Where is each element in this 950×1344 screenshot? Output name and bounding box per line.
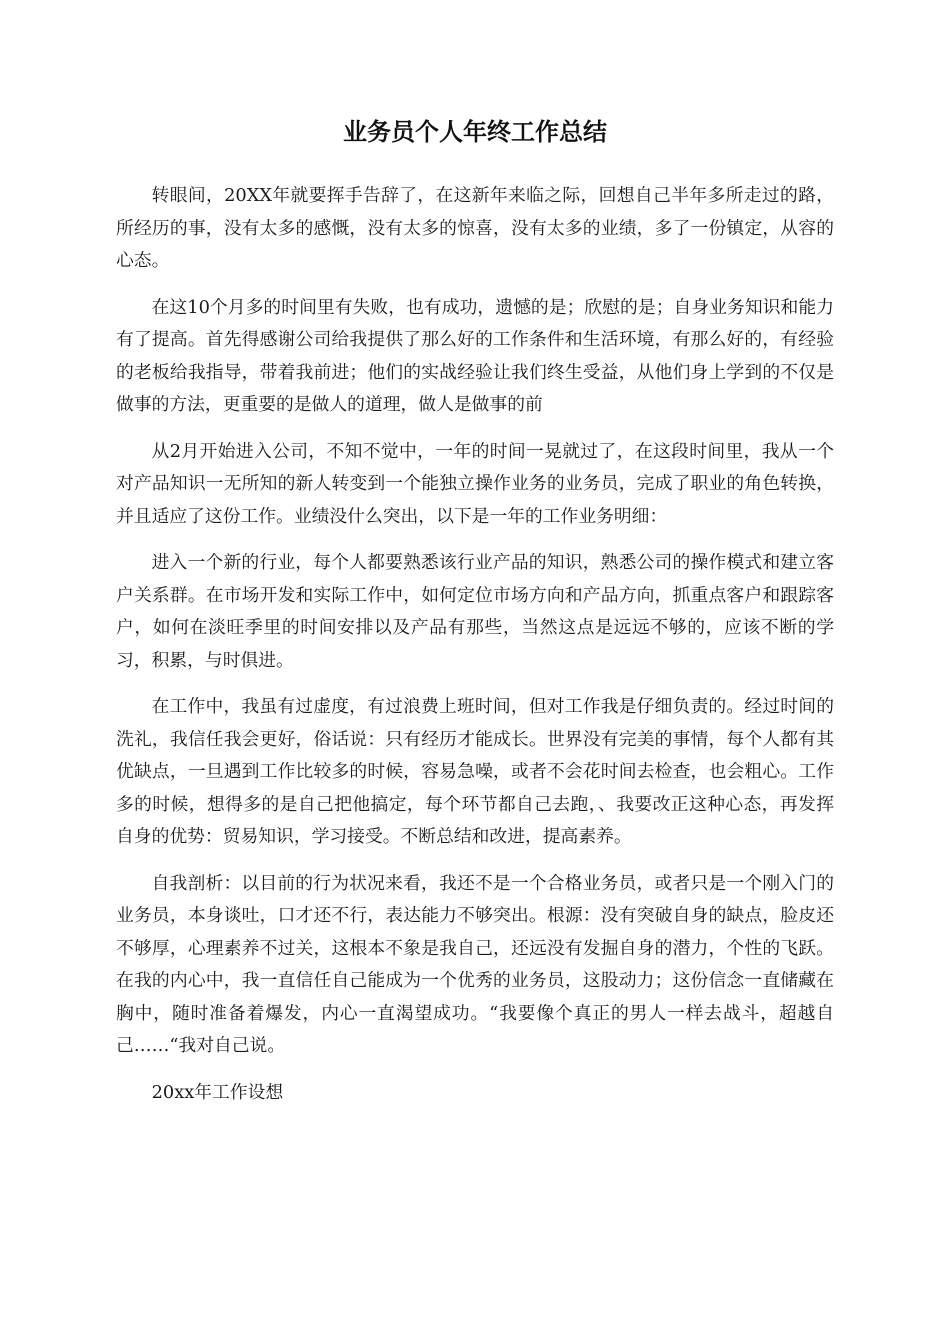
paragraph-3: 从2月开始进入公司，不知不觉中，一年的时间一晃就过了，在这段时间里，我从一个对产品知识一无所知的新人转变到一个能独立操作业务的业务员，完成了职业的角色转换，并且适应了这份工作。业绩没什么突出，以下是一年的工作业务明细： — [116, 440, 834, 527]
paragraph-4: 进入一个新的行业，每个人都要熟悉该行业产品的知识，熟悉公司的操作模式和建立客户关系群。在市场开发和实际工作中，如何定位市场方向和产品方向，抓重点客户和跟踪客户，如何在淡旺季里的时间安排以及产品有那些，当然这点是远远不够的，应该不断的学习，积累，与时俱进。 — [116, 552, 834, 671]
paragraph-6: 自我剖析：以目前的行为状况来看，我还不是一个合格业务员，或者只是一个刚入门的业务员，本身谈吐，口才还不行，表达能力不够突出。根源：没有突破自身的缺点，脸皮还不够厚，心理素养不过关，这根本不象是我自己，还远没有发掘自身的潜力，个性的飞跃。在我的内心中，我一直信任自己能成为一个优秀的业务员，这股动力；这份信念一直储藏在胸中，随时准备着爆发，内心一直渴望成功。“我要像个真正的男人一样去战斗，超越自己……“我对自己说。 — [116, 872, 834, 1056]
document-body — [116, 180, 834, 1109]
paragraph-1: 转眼间，20XX年就要挥手告辞了，在这新年来临之际，回想自己半年多所走过的路，所经历的事，没有太多的感慨，没有太多的惊喜，没有太多的业绩，多了一份镇定，从容的心态。 — [116, 185, 834, 271]
paragraph-2: 在这10个月多的时间里有失败，也有成功，遗憾的是；欣慰的是；自身业务知识和能力有了提高。首先得感谢公司给我提供了那么好的工作条件和生活环境，有那么好的，有经验的老板给我指导，带着我前进；他们的实战经验让我们终生受益，从他们身上学到的不仅是做事的方法，更重要的是做人的道理，做人是做事的前 — [116, 296, 834, 415]
section-heading-plan: 20xx年工作设想 — [151, 1081, 284, 1103]
document-title: 业务员个人年终工作总结 — [343, 117, 607, 146]
paragraph-5: 在工作中，我虽有过虚度，有过浪费上班时间，但对工作我是仔细负责的。经过时间的洗礼，我信任我会更好，俗话说：只有经历才能成长。世界没有完美的事情，每个人都有其优缺点，一旦遇到工作比较多的时候，容易急噪，或者不会花时间去检查，也会粗心。工作多的时候，想得多的是自己把他搞定，每个环节都自己去跑，、我要改正这种心态，再发挥自身的优势：贸易知识，学习接受。不断总结和改进，提高素养。 — [116, 696, 834, 847]
